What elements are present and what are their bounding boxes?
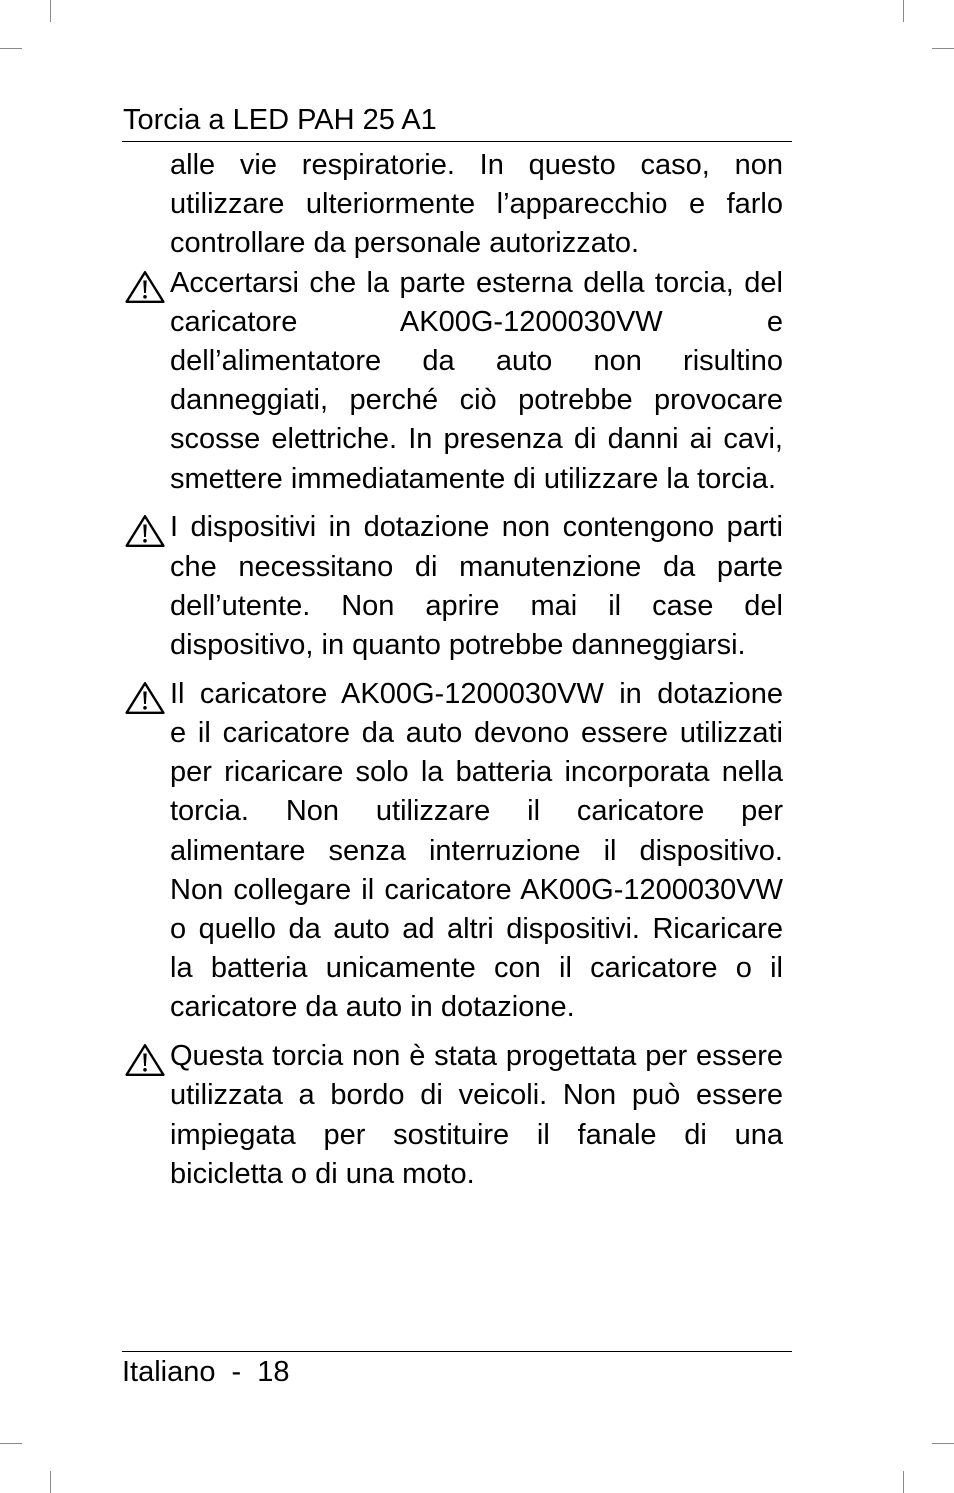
paragraph-line: alimentare senza interruzione il dispositivo. (170, 834, 783, 867)
paragraph-line: impiegata per sostituire il fanale di una (170, 1118, 783, 1151)
warning-triangle-icon (125, 1043, 165, 1077)
crop-mark-top-right-horizontal (932, 48, 954, 50)
paragraph-line: danneggiati, perché ciò potrebbe provocare (170, 384, 783, 417)
warning-paragraph (170, 1037, 783, 1194)
crop-mark-bottom-left-vertical (50, 1471, 52, 1493)
paragraph-line: utilizzata a bordo di veicoli. Non può essere (170, 1079, 783, 1112)
warning-paragraph (170, 508, 783, 665)
footer-language: Italiano (122, 1356, 216, 1388)
footer-separator: - (231, 1356, 242, 1388)
crop-mark-bottom-right-horizontal (932, 1443, 954, 1445)
paragraph-line: la batteria unicamente con il caricatore o il (170, 952, 783, 985)
paragraph-line: caricatore da auto in dotazione. (170, 991, 575, 1024)
paragraph-line: Accertarsi che la parte esterna della torcia, del (170, 266, 783, 299)
paragraph-line: dell’alimentatore da auto non risultino (170, 345, 783, 378)
footer-page-number: 18 (257, 1356, 290, 1388)
paragraph-line: dispositivo, in quanto potrebbe danneggiarsi. (170, 629, 746, 662)
crop-mark-bottom-right-vertical (903, 1471, 905, 1493)
paragraph-line: scosse elettriche. In presenza di danni ai cavi, (170, 423, 783, 456)
continued-paragraph (170, 146, 783, 264)
paragraph-line: Il caricatore AK00G-1200030VW in dotazione (170, 677, 783, 710)
body-text (170, 146, 783, 1194)
paragraph-line: o quello da auto ad altri dispositivi. Ricaricare (170, 913, 783, 946)
paragraph-line: Non collegare il caricatore AK00G-1200030VW (170, 873, 783, 906)
crop-mark-top-left-horizontal (0, 48, 22, 50)
paragraph-line: I dispositivi in dotazione non contengono parti (170, 511, 783, 544)
warning-triangle-icon (125, 270, 165, 304)
crop-mark-bottom-left-horizontal (0, 1443, 22, 1445)
paragraph-line: Questa torcia non è stata progettata per essere (170, 1040, 783, 1073)
paragraph-line: caricatore AK00G-1200030VW e (170, 305, 783, 338)
running-header-title: Torcia a LED PAH 25 A1 (123, 104, 437, 136)
paragraph-line: torcia. Non utilizzare il caricatore per (170, 795, 783, 828)
header-rule (122, 141, 792, 142)
warning-triangle-icon (125, 681, 165, 715)
crop-mark-top-left-vertical (50, 0, 52, 22)
paragraph-line: controllare da personale autorizzato. (170, 227, 640, 260)
paragraph-line: e il caricatore da auto devono essere utilizzati (170, 717, 783, 750)
paragraph-line: dell’utente. Non aprire mai il case del (170, 589, 783, 622)
crop-mark-top-right-vertical (903, 0, 905, 22)
warning-paragraph (170, 264, 783, 499)
paragraph-line: che necessitano di manutenzione da parte (170, 550, 783, 583)
warning-paragraph (170, 675, 783, 1028)
paragraph-line: utilizzare ulteriormente l’apparecchio e farlo (170, 188, 783, 221)
footer-rule (122, 1351, 792, 1352)
warning-triangle-icon (125, 514, 165, 548)
paragraph-line: smettere immediatamente di utilizzare la torcia. (170, 462, 777, 495)
page-footer (122, 1353, 289, 1392)
paragraph-line: bicicletta o di una moto. (170, 1157, 475, 1190)
paragraph-line: per ricaricare solo la batteria incorporata nella (170, 756, 783, 789)
paragraph-line: alle vie respiratorie. In questo caso, non (170, 149, 783, 181)
